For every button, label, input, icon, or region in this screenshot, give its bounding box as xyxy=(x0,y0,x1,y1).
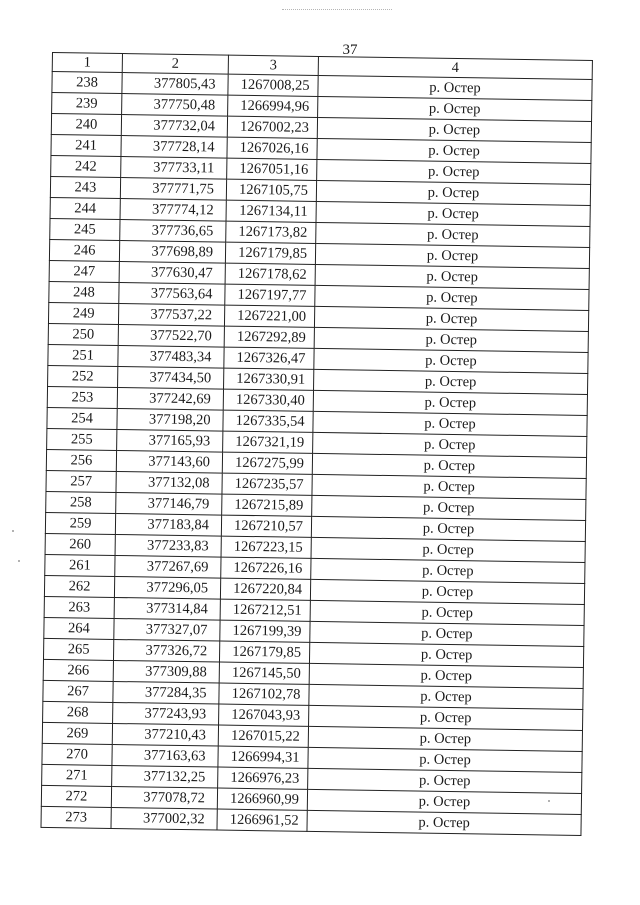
point-number-cell: 245 xyxy=(50,218,120,240)
point-number-cell: 263 xyxy=(44,596,114,618)
description-cell: р. Остер xyxy=(314,327,588,352)
description-cell: р. Остер xyxy=(318,75,592,100)
x-coordinate-cell: 377537,22 xyxy=(118,304,224,327)
y-coordinate-cell: 1267178,62 xyxy=(225,263,315,285)
x-coordinate-cell: 377078,72 xyxy=(111,786,217,809)
point-number-cell: 240 xyxy=(51,114,121,136)
x-coordinate-cell: 377198,20 xyxy=(117,409,223,432)
x-coordinate-cell: 377242,69 xyxy=(117,388,223,411)
description-cell: р. Остер xyxy=(312,453,586,478)
point-number-cell: 244 xyxy=(50,197,120,219)
x-coordinate-cell: 377771,75 xyxy=(120,178,226,201)
column-header: 4 xyxy=(318,56,592,79)
column-header: 2 xyxy=(122,54,228,75)
point-number-cell: 253 xyxy=(47,386,117,408)
x-coordinate-cell: 377774,12 xyxy=(120,199,226,222)
coordinates-table xyxy=(40,52,592,836)
description-cell: р. Остер xyxy=(310,579,584,604)
point-number-cell: 246 xyxy=(49,239,119,261)
y-coordinate-cell: 1267275,99 xyxy=(222,452,312,474)
y-coordinate-cell: 1267197,77 xyxy=(225,284,315,306)
y-coordinate-cell: 1266961,52 xyxy=(217,809,307,831)
x-coordinate-cell: 377143,60 xyxy=(116,451,222,474)
description-cell: р. Остер xyxy=(311,516,585,541)
table-body xyxy=(41,72,592,836)
x-coordinate-cell: 377750,48 xyxy=(122,94,228,117)
point-number-cell: 259 xyxy=(45,512,115,534)
point-number-cell: 248 xyxy=(49,281,119,303)
point-number-cell: 265 xyxy=(43,638,113,660)
scan-speck xyxy=(12,530,14,532)
y-coordinate-cell: 1267008,25 xyxy=(228,74,318,96)
point-number-cell: 266 xyxy=(43,659,113,681)
point-number-cell: 260 xyxy=(45,533,115,555)
y-coordinate-cell: 1267326,47 xyxy=(224,347,314,369)
description-cell: р. Остер xyxy=(312,474,586,499)
point-number-cell: 269 xyxy=(42,722,112,744)
x-coordinate-cell: 377483,34 xyxy=(118,346,224,369)
point-number-cell: 254 xyxy=(47,407,117,429)
y-coordinate-cell: 1266994,31 xyxy=(218,746,308,768)
description-cell: р. Остер xyxy=(316,180,590,205)
description-cell: р. Остер xyxy=(314,306,588,331)
y-coordinate-cell: 1266960,99 xyxy=(217,788,307,810)
y-coordinate-cell: 1267102,78 xyxy=(219,683,309,705)
description-cell: р. Остер xyxy=(307,810,581,835)
column-header: 3 xyxy=(228,55,318,75)
x-coordinate-cell: 377165,93 xyxy=(117,430,223,453)
description-cell: р. Остер xyxy=(313,411,587,436)
y-coordinate-cell: 1267105,75 xyxy=(226,179,316,201)
point-number-cell: 241 xyxy=(51,134,121,156)
y-coordinate-cell: 1267321,19 xyxy=(223,431,313,453)
y-coordinate-cell: 1267210,57 xyxy=(221,515,311,537)
description-cell: р. Остер xyxy=(315,285,589,310)
description-cell: р. Остер xyxy=(317,138,591,163)
point-number-cell: 252 xyxy=(48,365,118,387)
description-cell: р. Остер xyxy=(310,600,584,625)
x-coordinate-cell: 377309,88 xyxy=(113,660,219,683)
point-number-cell: 256 xyxy=(46,449,116,471)
x-coordinate-cell: 377732,04 xyxy=(121,115,227,138)
point-number-cell: 270 xyxy=(42,743,112,765)
x-coordinate-cell: 377267,69 xyxy=(115,555,221,578)
scan-speck xyxy=(18,560,20,562)
point-number-cell: 251 xyxy=(48,344,118,366)
y-coordinate-cell: 1267043,93 xyxy=(219,704,309,726)
point-number-cell: 258 xyxy=(46,491,116,513)
x-coordinate-cell: 377736,65 xyxy=(120,220,226,243)
y-coordinate-cell: 1267212,51 xyxy=(220,599,310,621)
description-cell: р. Остер xyxy=(318,96,592,121)
y-coordinate-cell: 1267220,84 xyxy=(220,578,310,600)
point-number-cell: 273 xyxy=(41,806,111,828)
y-coordinate-cell: 1267173,82 xyxy=(226,221,316,243)
x-coordinate-cell: 377233,83 xyxy=(115,534,221,557)
description-cell: р. Остер xyxy=(309,705,583,730)
description-cell: р. Остер xyxy=(310,621,584,646)
point-number-cell: 238 xyxy=(52,72,122,94)
point-number-cell: 239 xyxy=(52,93,122,115)
y-coordinate-cell: 1266994,96 xyxy=(228,95,318,117)
y-coordinate-cell: 1267221,00 xyxy=(224,305,314,327)
description-cell: р. Остер xyxy=(317,117,591,142)
y-coordinate-cell: 1267051,16 xyxy=(227,158,317,180)
x-coordinate-cell: 377163,63 xyxy=(112,744,218,767)
point-number-cell: 249 xyxy=(48,302,118,324)
y-coordinate-cell: 1267330,40 xyxy=(223,389,313,411)
x-coordinate-cell: 377002,32 xyxy=(111,807,217,830)
description-cell: р. Остер xyxy=(309,642,583,667)
point-number-cell: 267 xyxy=(43,680,113,702)
point-number-cell: 261 xyxy=(45,554,115,576)
y-coordinate-cell: 1267330,91 xyxy=(224,368,314,390)
scan-artifact xyxy=(282,9,392,11)
point-number-cell: 262 xyxy=(44,575,114,597)
x-coordinate-cell: 377698,89 xyxy=(119,241,225,264)
x-coordinate-cell: 377243,93 xyxy=(113,702,219,725)
description-cell: р. Остер xyxy=(308,768,582,793)
y-coordinate-cell: 1267145,50 xyxy=(219,662,309,684)
point-number-cell: 257 xyxy=(46,470,116,492)
description-cell: р. Остер xyxy=(313,390,587,415)
x-coordinate-cell: 377805,43 xyxy=(122,73,228,96)
point-number-cell: 264 xyxy=(44,617,114,639)
description-cell: р. Остер xyxy=(313,432,587,457)
description-cell: р. Остер xyxy=(316,222,590,247)
description-cell: р. Остер xyxy=(314,348,588,373)
y-coordinate-cell: 1267215,89 xyxy=(222,494,312,516)
description-cell: р. Остер xyxy=(314,369,588,394)
description-cell: р. Остер xyxy=(315,264,589,289)
x-coordinate-cell: 377728,14 xyxy=(121,136,227,159)
y-coordinate-cell: 1267335,54 xyxy=(223,410,313,432)
description-cell: р. Остер xyxy=(311,537,585,562)
description-cell: р. Остер xyxy=(308,747,582,772)
y-coordinate-cell: 1267015,22 xyxy=(218,725,308,747)
x-coordinate-cell: 377630,47 xyxy=(119,262,225,285)
x-coordinate-cell: 377132,25 xyxy=(112,765,218,788)
y-coordinate-cell: 1267179,85 xyxy=(219,641,309,663)
x-coordinate-cell: 377132,08 xyxy=(116,471,222,494)
x-coordinate-cell: 377563,64 xyxy=(119,283,225,306)
x-coordinate-cell: 377296,05 xyxy=(114,576,220,599)
y-coordinate-cell: 1267026,16 xyxy=(227,137,317,159)
description-cell: р. Остер xyxy=(311,558,585,583)
x-coordinate-cell: 377434,50 xyxy=(118,367,224,390)
y-coordinate-cell: 1267223,15 xyxy=(221,536,311,558)
description-cell: р. Остер xyxy=(316,201,590,226)
page-number: 37 xyxy=(342,42,358,58)
description-cell: р. Остер xyxy=(307,789,581,814)
y-coordinate-cell: 1267134,11 xyxy=(226,200,316,222)
y-coordinate-cell: 1267226,16 xyxy=(221,557,311,579)
point-number-cell: 268 xyxy=(43,701,113,723)
y-coordinate-cell: 1267235,57 xyxy=(222,473,312,495)
y-coordinate-cell: 1267002,23 xyxy=(227,116,317,138)
point-number-cell: 247 xyxy=(49,260,119,282)
x-coordinate-cell: 377284,35 xyxy=(113,681,219,704)
point-number-cell: 242 xyxy=(51,155,121,177)
x-coordinate-cell: 377146,79 xyxy=(116,492,222,515)
description-cell: р. Остер xyxy=(312,495,586,520)
coordinates-table-container xyxy=(40,52,591,836)
y-coordinate-cell: 1267199,39 xyxy=(220,620,310,642)
column-header: 1 xyxy=(52,53,122,73)
point-number-cell: 255 xyxy=(47,428,117,450)
description-cell: р. Остер xyxy=(308,726,582,751)
point-number-cell: 271 xyxy=(42,764,112,786)
y-coordinate-cell: 1267292,89 xyxy=(224,326,314,348)
y-coordinate-cell: 1267179,85 xyxy=(225,242,315,264)
description-cell: р. Остер xyxy=(317,159,591,184)
point-number-cell: 272 xyxy=(41,785,111,807)
description-cell: р. Остер xyxy=(309,684,583,709)
point-number-cell: 250 xyxy=(48,323,118,345)
x-coordinate-cell: 377522,70 xyxy=(118,325,224,348)
description-cell: р. Остер xyxy=(309,663,583,688)
x-coordinate-cell: 377326,72 xyxy=(113,639,219,662)
point-number-cell: 243 xyxy=(50,176,120,198)
y-coordinate-cell: 1266976,23 xyxy=(218,767,308,789)
description-cell: р. Остер xyxy=(315,243,589,268)
x-coordinate-cell: 377183,84 xyxy=(115,513,221,536)
x-coordinate-cell: 377733,11 xyxy=(121,157,227,180)
x-coordinate-cell: 377210,43 xyxy=(112,723,218,746)
x-coordinate-cell: 377314,84 xyxy=(114,597,220,620)
x-coordinate-cell: 377327,07 xyxy=(114,618,220,641)
